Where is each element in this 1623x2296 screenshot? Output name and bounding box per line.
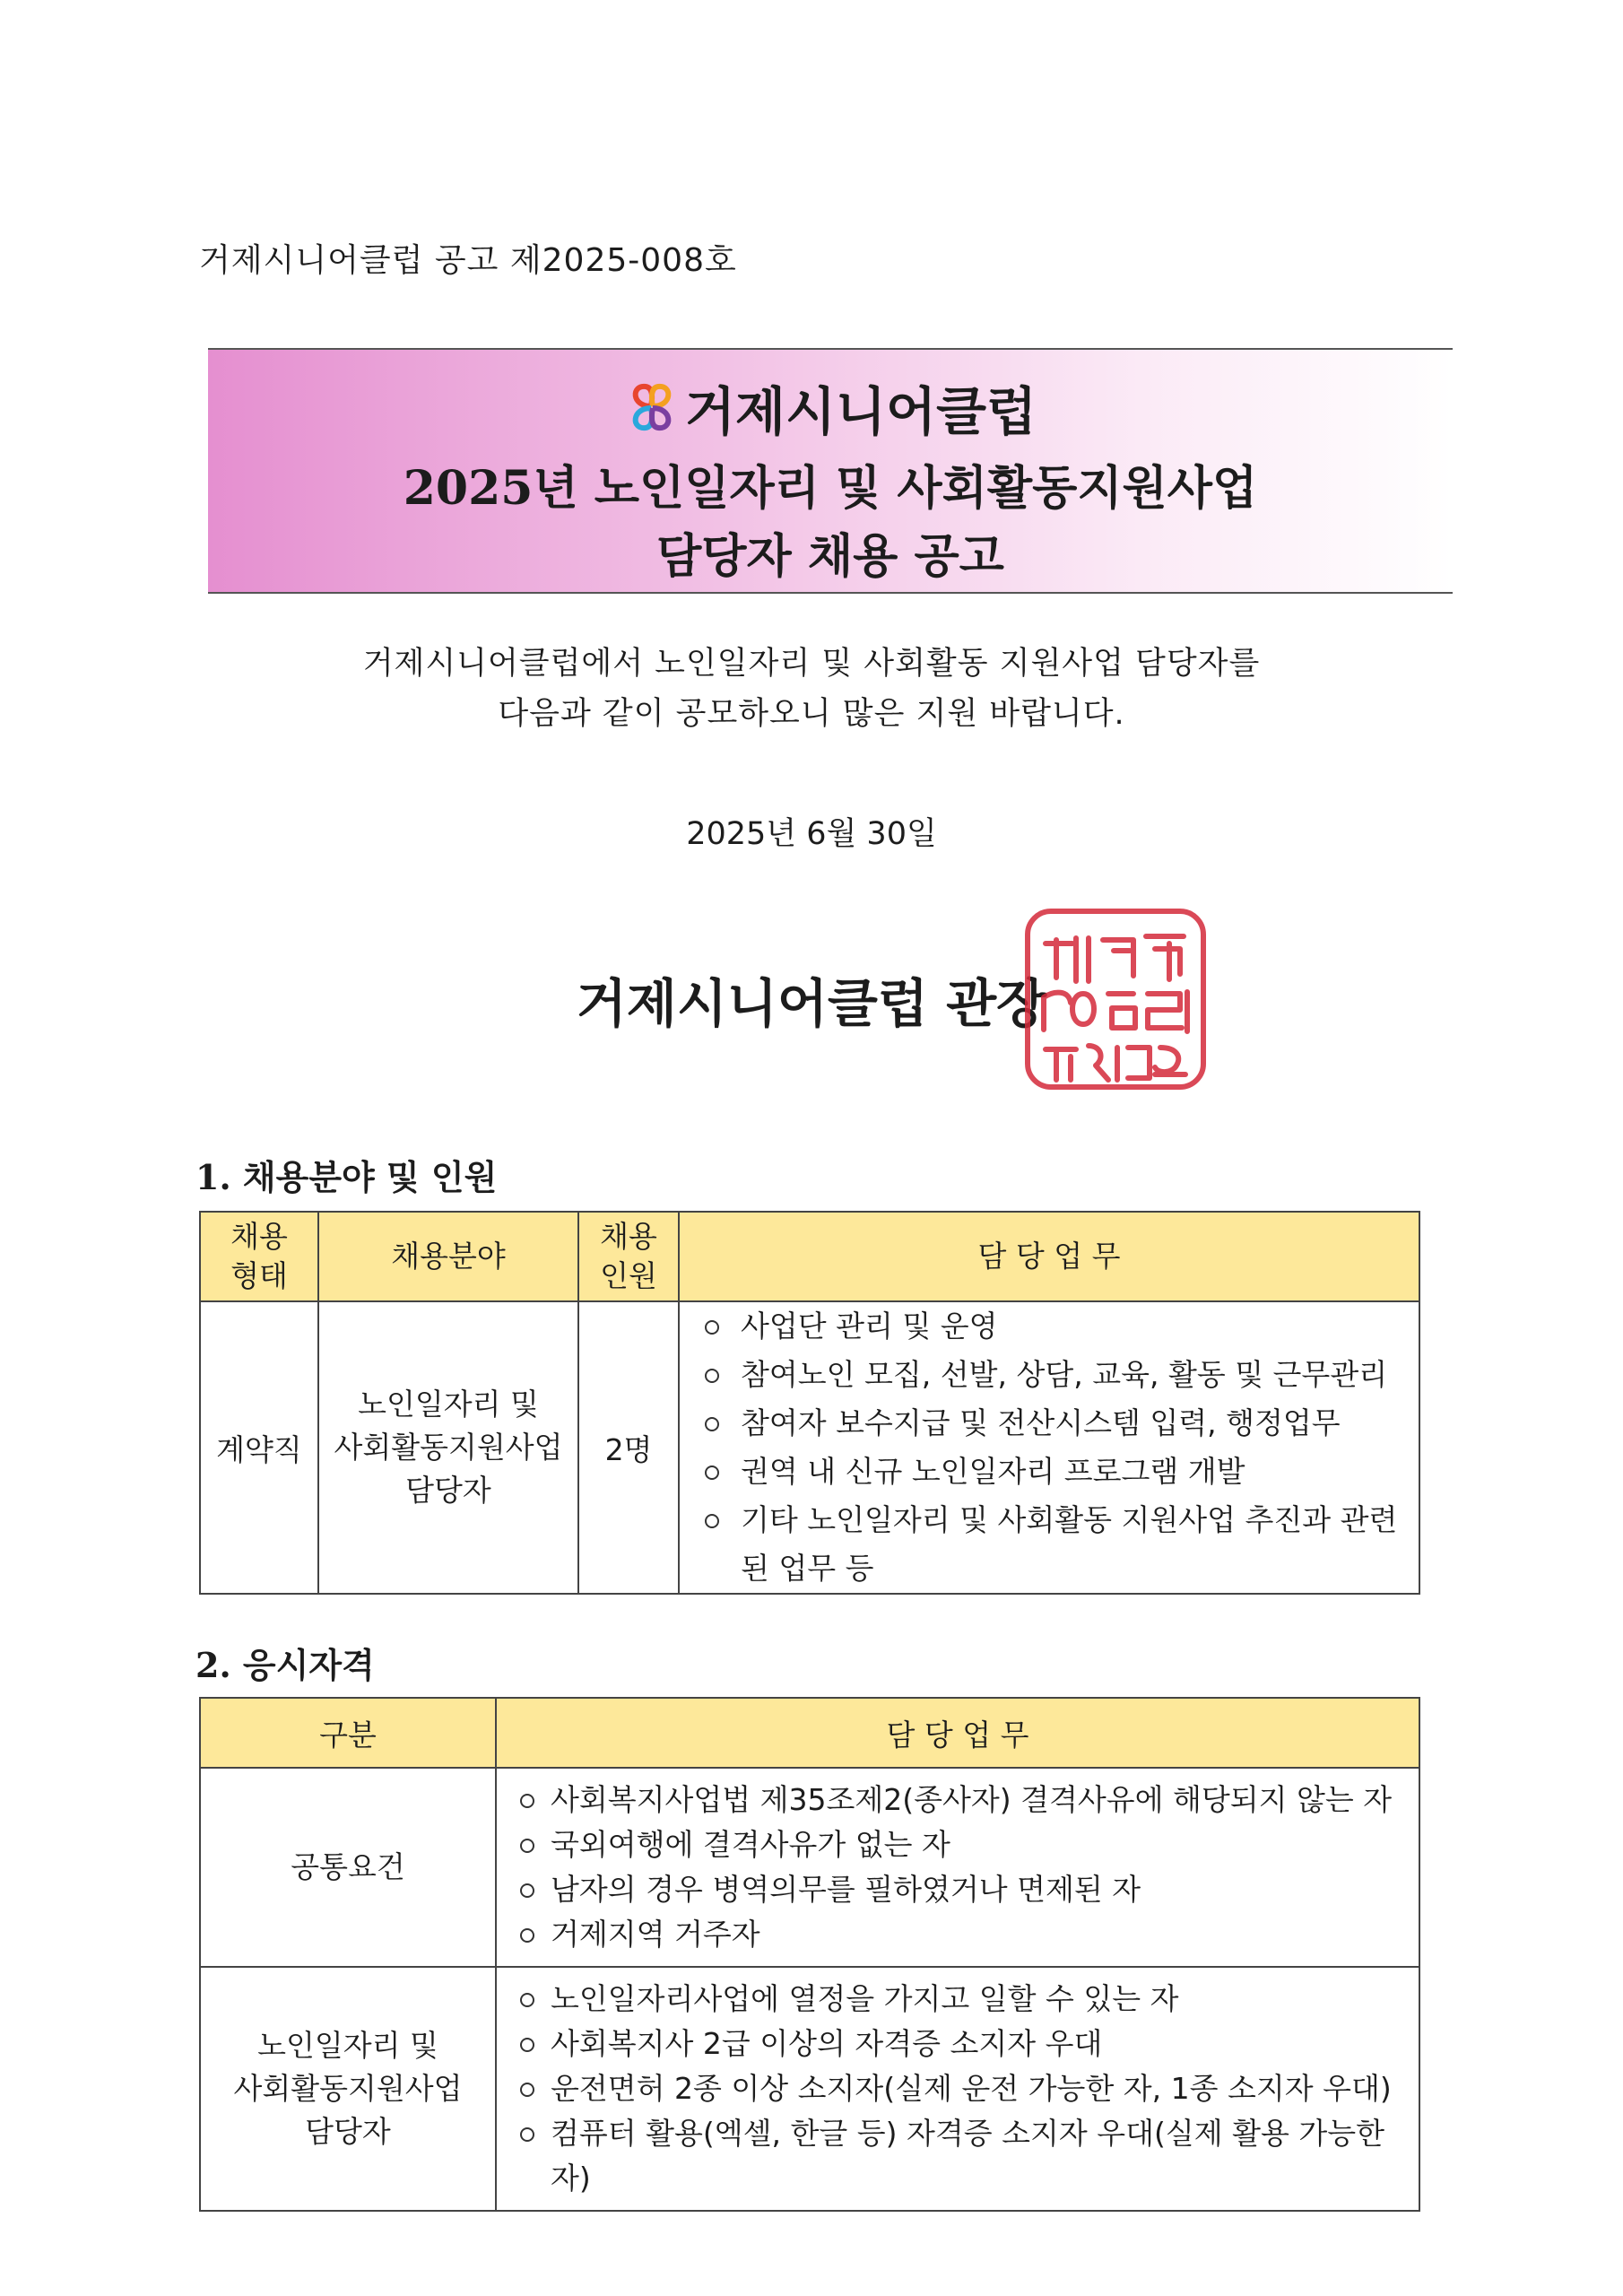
intro-line-2: 다음과 같이 공모하오니 많은 지원 바랍니다. [498, 696, 1125, 732]
header-requirements: 담 당 업 무 [496, 1698, 1419, 1768]
list-item: 사회복지사 2급 이상의 자격증 소지자 우대 [516, 2022, 1411, 2066]
header-type-line-1: 채용 [230, 1219, 288, 1254]
header-field: 채용분야 [318, 1212, 578, 1301]
intro-paragraph [0, 639, 1623, 739]
header-count-line-1: 채용 [600, 1219, 657, 1254]
table-row [200, 1967, 1419, 2211]
recruitment-table [199, 1211, 1420, 1595]
field-line-3: 담당자 [405, 1473, 491, 1508]
title-banner [208, 348, 1453, 594]
qualification-table [199, 1697, 1420, 2212]
table-row [200, 1301, 1419, 1594]
banner-title: 2025년 노인일자리 및 사회활동지원사업 [403, 461, 1258, 516]
header-headcount [578, 1212, 679, 1301]
requirements-list [516, 1778, 1411, 1957]
requirements-cell-position [496, 1967, 1419, 2211]
list-item: 참여자 보수지급 및 전산시스템 입력, 행정업무 [699, 1399, 1410, 1448]
notice-number: 거제시니어클럽 공고 제2025-008호 [199, 242, 737, 279]
list-item: 남자의 경우 병역의무를 필하였거나 면제된 자 [516, 1867, 1411, 1912]
intro-line-1: 거제시니어클럽에서 노인일자리 및 사회활동 지원사업 담당자를 [362, 646, 1261, 682]
list-item: 운전면허 2종 이상 소지자(실제 운전 가능한 자, 1종 소지자 우대) [516, 2066, 1411, 2111]
header-type-line-2: 형태 [230, 1258, 288, 1293]
duties-list [699, 1302, 1410, 1593]
field-line-1: 노인일자리 및 [358, 1387, 539, 1422]
category-line-3: 담당자 [305, 2114, 391, 2149]
list-item: 국외여행에 결격사유가 없는 자 [516, 1822, 1411, 1867]
banner-subtitle: 담당자 채용 공고 [656, 529, 1004, 584]
header-category: 구분 [200, 1698, 496, 1768]
category-line-2: 사회활동지원사업 [233, 2071, 463, 2106]
list-item: 사회복지사업법 제35조제2(종사자) 결격사유에 해당되지 않는 자 [516, 1778, 1411, 1822]
headcount-cell: 2명 [578, 1301, 679, 1594]
employment-type-cell: 계약직 [200, 1301, 318, 1594]
requirements-list [516, 1977, 1411, 2201]
banner-org-line [208, 370, 1453, 445]
list-item: 권역 내 신규 노인일자리 프로그램 개발 [699, 1448, 1410, 1496]
senior-club-logo-icon [624, 379, 680, 435]
category-cell-position [200, 1967, 496, 2211]
list-item: 노인일자리사업에 열정을 가지고 일할 수 있는 자 [516, 1977, 1411, 2022]
category-line-1: 노인일자리 및 [257, 2028, 438, 2063]
header-employment-type [200, 1212, 318, 1301]
category-line-1: 공통요건 [291, 1849, 405, 1884]
list-item: 사업단 관리 및 운영 [699, 1302, 1410, 1351]
section-2-heading: 2. 응시자격 [195, 1645, 375, 1685]
signer-title: 거제시니어클럽 관장 [576, 973, 1047, 1034]
requirements-cell-common [496, 1768, 1419, 1967]
list-item: 컴퓨터 활용(엑셀, 한글 등) 자격증 소지자 우대(실제 활용 가능한 자) [516, 2111, 1411, 2201]
section-1-heading: 1. 채용분야 및 인원 [195, 1157, 498, 1197]
table-row [200, 1768, 1419, 1967]
notice-date: 2025년 6월 30일 [686, 816, 937, 852]
field-cell [318, 1301, 578, 1594]
duties-cell [679, 1301, 1419, 1594]
header-count-line-2: 인원 [600, 1258, 657, 1293]
official-seal-stamp [1020, 904, 1211, 1094]
category-cell-common [200, 1768, 496, 1967]
recruitment-table-header [200, 1212, 1419, 1301]
list-item: 참여노인 모집, 선발, 상담, 교육, 활동 및 근무관리 [699, 1351, 1410, 1399]
header-duties: 담 당 업 무 [679, 1212, 1419, 1301]
list-item: 거제지역 거주자 [516, 1912, 1411, 1957]
field-line-2: 사회활동지원사업 [334, 1430, 563, 1465]
qualification-table-header [200, 1698, 1419, 1768]
banner-org-name: 거제시니어클럽 [684, 381, 1037, 442]
list-item: 기타 노인일자리 및 사회활동 지원사업 추진과 관련된 업무 등 [699, 1496, 1410, 1593]
